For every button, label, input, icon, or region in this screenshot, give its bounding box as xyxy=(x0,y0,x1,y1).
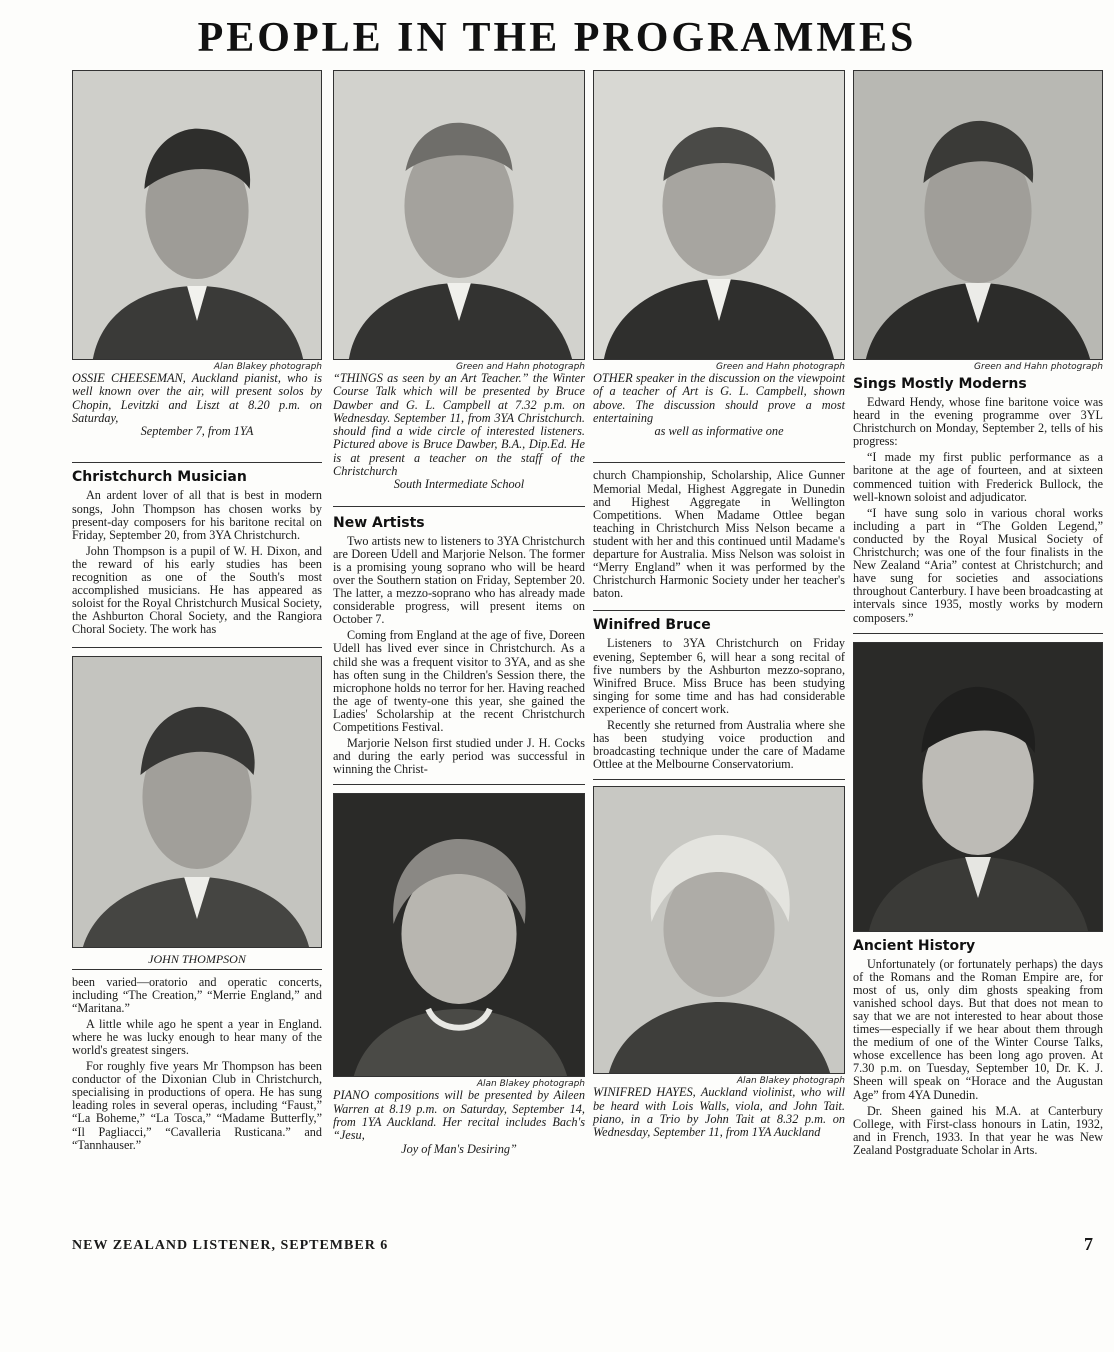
portrait-silhouette-icon xyxy=(854,643,1102,931)
paragraph: Edward Hendy, whose fine baritone voice was heard in the evening programme over 3YL Christchurch on Monday, September 2, tells of his progress: xyxy=(853,395,1103,449)
photo-credit: Green and Hahn photograph xyxy=(456,362,585,372)
paragraph: An ardent lover of all that is best in modern songs, John Thompson has chosen works by present-day composers for his baritone recital on Friday, September 20, from 3YA Christchurch. xyxy=(72,488,322,542)
divider xyxy=(593,779,845,780)
paragraph: Two artists new to listeners to 3YA Christchurch are Doreen Udell and Marjorie Nelson. The former is a promising young soprano who will be heard over the Southern station on Friday, September 20. The latter, a mezzo-soprano who has already made considerable progress, will present items on October 7. xyxy=(333,533,585,627)
paragraph: Listeners to 3YA Christchurch on Friday evening, September 6, will hear a song recital of five numbers by the Ashburton mezzo-soprano, Winifred Bruce. Miss Bruce has been studying singing for some time and has had considerable experience of concert work. xyxy=(593,636,845,716)
photo-caption: WINIFRED HAYES, Auckland violinist, who will be heard with Lois Walls, viola, and John Tait. piano, in a Trio by John Tait at 8.32 p.m. on Wednesday, September 11, from 1YA Auckland xyxy=(593,1085,845,1140)
column-4 xyxy=(853,70,1103,1160)
portrait-photo xyxy=(853,642,1103,932)
divider xyxy=(593,610,845,611)
article-body xyxy=(853,396,1103,625)
paragraph: Coming from England at the age of five, Doreen Udell has lived ever since in Christchurch. As a child she was a frequent visitor to 3YA, and as she has often sung in the Children's Session there, the microphone holds no terror for her. Having reached the age of twenty-one this year, she gained the Ladies' Scholarship at the recent Christchurch Competitions Festival. xyxy=(333,628,585,734)
divider xyxy=(853,633,1103,634)
portrait-silhouette-icon xyxy=(73,71,321,359)
portrait-silhouette-icon xyxy=(334,71,584,359)
caption-last-line: Joy of Man's Desiring” xyxy=(401,1141,517,1156)
paragraph: been varied—oratorio and operatic concerts, including “The Creation,” “Merrie England,” and “Maritana.” xyxy=(72,974,322,1015)
portrait-silhouette-icon xyxy=(594,71,844,359)
article-heading: Christchurch Musician xyxy=(72,469,247,486)
article-body xyxy=(593,637,845,771)
footer-publication: NEW ZEALAND LISTENER, SEPTEMBER 6 xyxy=(72,1238,389,1253)
portrait-silhouette-icon xyxy=(854,71,1102,359)
photo-credit: Green and Hahn photograph xyxy=(716,362,845,372)
divider xyxy=(72,462,322,463)
caption-last-line: September 7, from 1YA xyxy=(140,424,254,439)
divider xyxy=(333,784,585,785)
paragraph: “I made my first public performance as a baritone at the age of fourteen, and at sixteen commenced tuition with Frederick Bullock, the well-known soloist and adjudicator. xyxy=(853,450,1103,504)
photo-caption xyxy=(333,1089,585,1155)
article-heading: New Artists xyxy=(333,514,425,531)
portrait-photo xyxy=(72,656,322,948)
portrait-silhouette-icon xyxy=(334,794,584,1076)
portrait-photo xyxy=(333,793,585,1077)
paragraph: church Championship, Scholarship, Alice Gunner Memorial Medal, Highest Aggregate in Dunedin and Highest Aggregate in Wellington Competitions. When Madame Ottlee began teaching in Christchurch Miss Nelson became a student with her and this continued until Madame's departure for Australia. Miss Nelson was soloist in “Merry England” when it was performed by the Christchurch Harmonic Society under her teacher's baton. xyxy=(593,468,845,601)
photo-credit: Alan Blakey photograph xyxy=(736,1076,845,1087)
caption-text: “THINGS as seen by an Art Teacher.” the Winter Course Talk which will be presented by Bruce Dawber and G. L. Campbell at 7.32 p.m. on Wednesday. September 11, from 3YA Christchurch. should find a wide circle of interested listeners. Pictured above is Bruce Dawber, B.A., Dip.Ed. He is at present a teacher on the staff of the Christchurch xyxy=(333,371,585,479)
portrait-photo xyxy=(333,70,585,360)
article-body-continued xyxy=(72,976,322,1152)
article-heading: Winifred Bruce xyxy=(593,617,711,634)
divider xyxy=(333,506,585,507)
caption-last-line: as well as informative one xyxy=(654,424,784,439)
divider xyxy=(72,647,322,648)
article-heading: Ancient History xyxy=(853,937,976,954)
paragraph: A little while ago he spent a year in England. where he was lucky enough to hear many of the world's greatest singers. xyxy=(72,1016,322,1057)
page-title: PEOPLE IN THE PROGRAMMES xyxy=(197,15,917,61)
portrait-silhouette-icon xyxy=(594,787,844,1073)
page-number: 7 xyxy=(1084,1234,1093,1254)
caption-last-line: South Intermediate School xyxy=(393,477,525,492)
photo-credit: Green and Hahn photograph xyxy=(974,362,1103,372)
photo-credit: Alan Blakey photograph xyxy=(476,1079,585,1090)
column-3 xyxy=(593,70,845,1140)
portrait-photo xyxy=(593,786,845,1074)
portrait-photo xyxy=(72,70,322,360)
photo-caption xyxy=(72,372,322,438)
divider xyxy=(72,969,322,970)
paragraph: Recently she returned from Australia where she has been studying voice production and broadcasting technique under the care of Madame Ottlee at the Melbourne Conservatorium. xyxy=(593,717,845,772)
article-body-continued xyxy=(593,469,845,600)
column-2 xyxy=(333,70,585,1156)
photo-label: JOHN THOMPSON xyxy=(148,951,246,966)
caption-text: OSSIE CHEESEMAN, Auckland pianist, who is well known over the air, will present solos by Chopin, Levitzki and Liszt at 8.20 p.m. on Saturday, xyxy=(72,371,322,425)
column-1 xyxy=(72,70,322,1155)
caption-text: OTHER speaker in the discussion on the viewpoint of a teacher of Art is G. L. Campbell, shown above. The discussion should prove a most entertaining xyxy=(593,371,845,425)
article-heading: Sings Mostly Moderns xyxy=(853,376,1027,392)
paragraph: Marjorie Nelson first studied under J. H. Cocks and during the early period was successful in winning the Christ- xyxy=(333,736,585,777)
article-body xyxy=(853,958,1103,1157)
photo-caption xyxy=(333,372,585,492)
paragraph: For roughly five years Mr Thompson has been conductor of the Dixonian Club in Christchurch, specialising in productions of opera. He has sung leading roles in several operas, including “Faust,” “La Boheme,” “La Tosca,” “Madame Butterfly,” “Il Pagliacci,” “Cavalleria Rusticana.” and “Tannhauser.” xyxy=(72,1059,322,1152)
article-body xyxy=(72,489,322,636)
caption-text: PIANO compositions will be presented by Aileen Warren at 8.19 p.m. on Saturday, September 14, from 1YA Auckland. Her recital includes Bach's “Jesu, xyxy=(333,1088,585,1143)
photo-caption xyxy=(593,372,845,438)
article-body xyxy=(333,535,585,777)
divider xyxy=(593,462,845,463)
photo-credit: Alan Blakey photograph xyxy=(213,362,322,372)
paragraph: Dr. Sheen gained his M.A. at Canterbury College, with First-class honours in Latin, 1932, and in French, 1933. In that year he was New Zealand Postgraduate Scholar in Arts. xyxy=(853,1103,1103,1157)
portrait-silhouette-icon xyxy=(73,657,321,947)
portrait-photo xyxy=(853,70,1103,360)
paragraph: John Thompson is a pupil of W. H. Dixon, and the reward of his early studies has been recognition as one of the South's most accomplished musicians. He has appeared as soloist for the Royal Christchurch Musical Society, the Ashburton Choral Society, and the Rangiora Choral Society. The work has xyxy=(72,543,322,637)
paragraph: “I have sung solo in various choral works including a part in “The Golden Legend,” conducted by the Royal Musical Society of Christchurch; was one of the four finalists in the New Zealand “Aria” contest at Christchurch; and have sung for societies and associations throughout Canterbury. I have been broadcasting at intervals since 1935, mostly works by modern composers.” xyxy=(853,505,1103,625)
portrait-photo xyxy=(593,70,845,360)
paragraph: Unfortunately (or fortunately perhaps) the days of the Romans and the Roman Empire are, for most of us, only dim ghosts speaking from vanished school days. But that does not mean to say that we are not interested to hear about those times—especially if we hear about them through the medium of one of the Winter Course Talks, whose excellence has been long ago proven. At 7.30 p.m. on Tuesday, September 10, Dr. K. J. Sheen will speak on “Horace and the Augustan Age” from 4YA Dunedin. xyxy=(853,956,1103,1102)
